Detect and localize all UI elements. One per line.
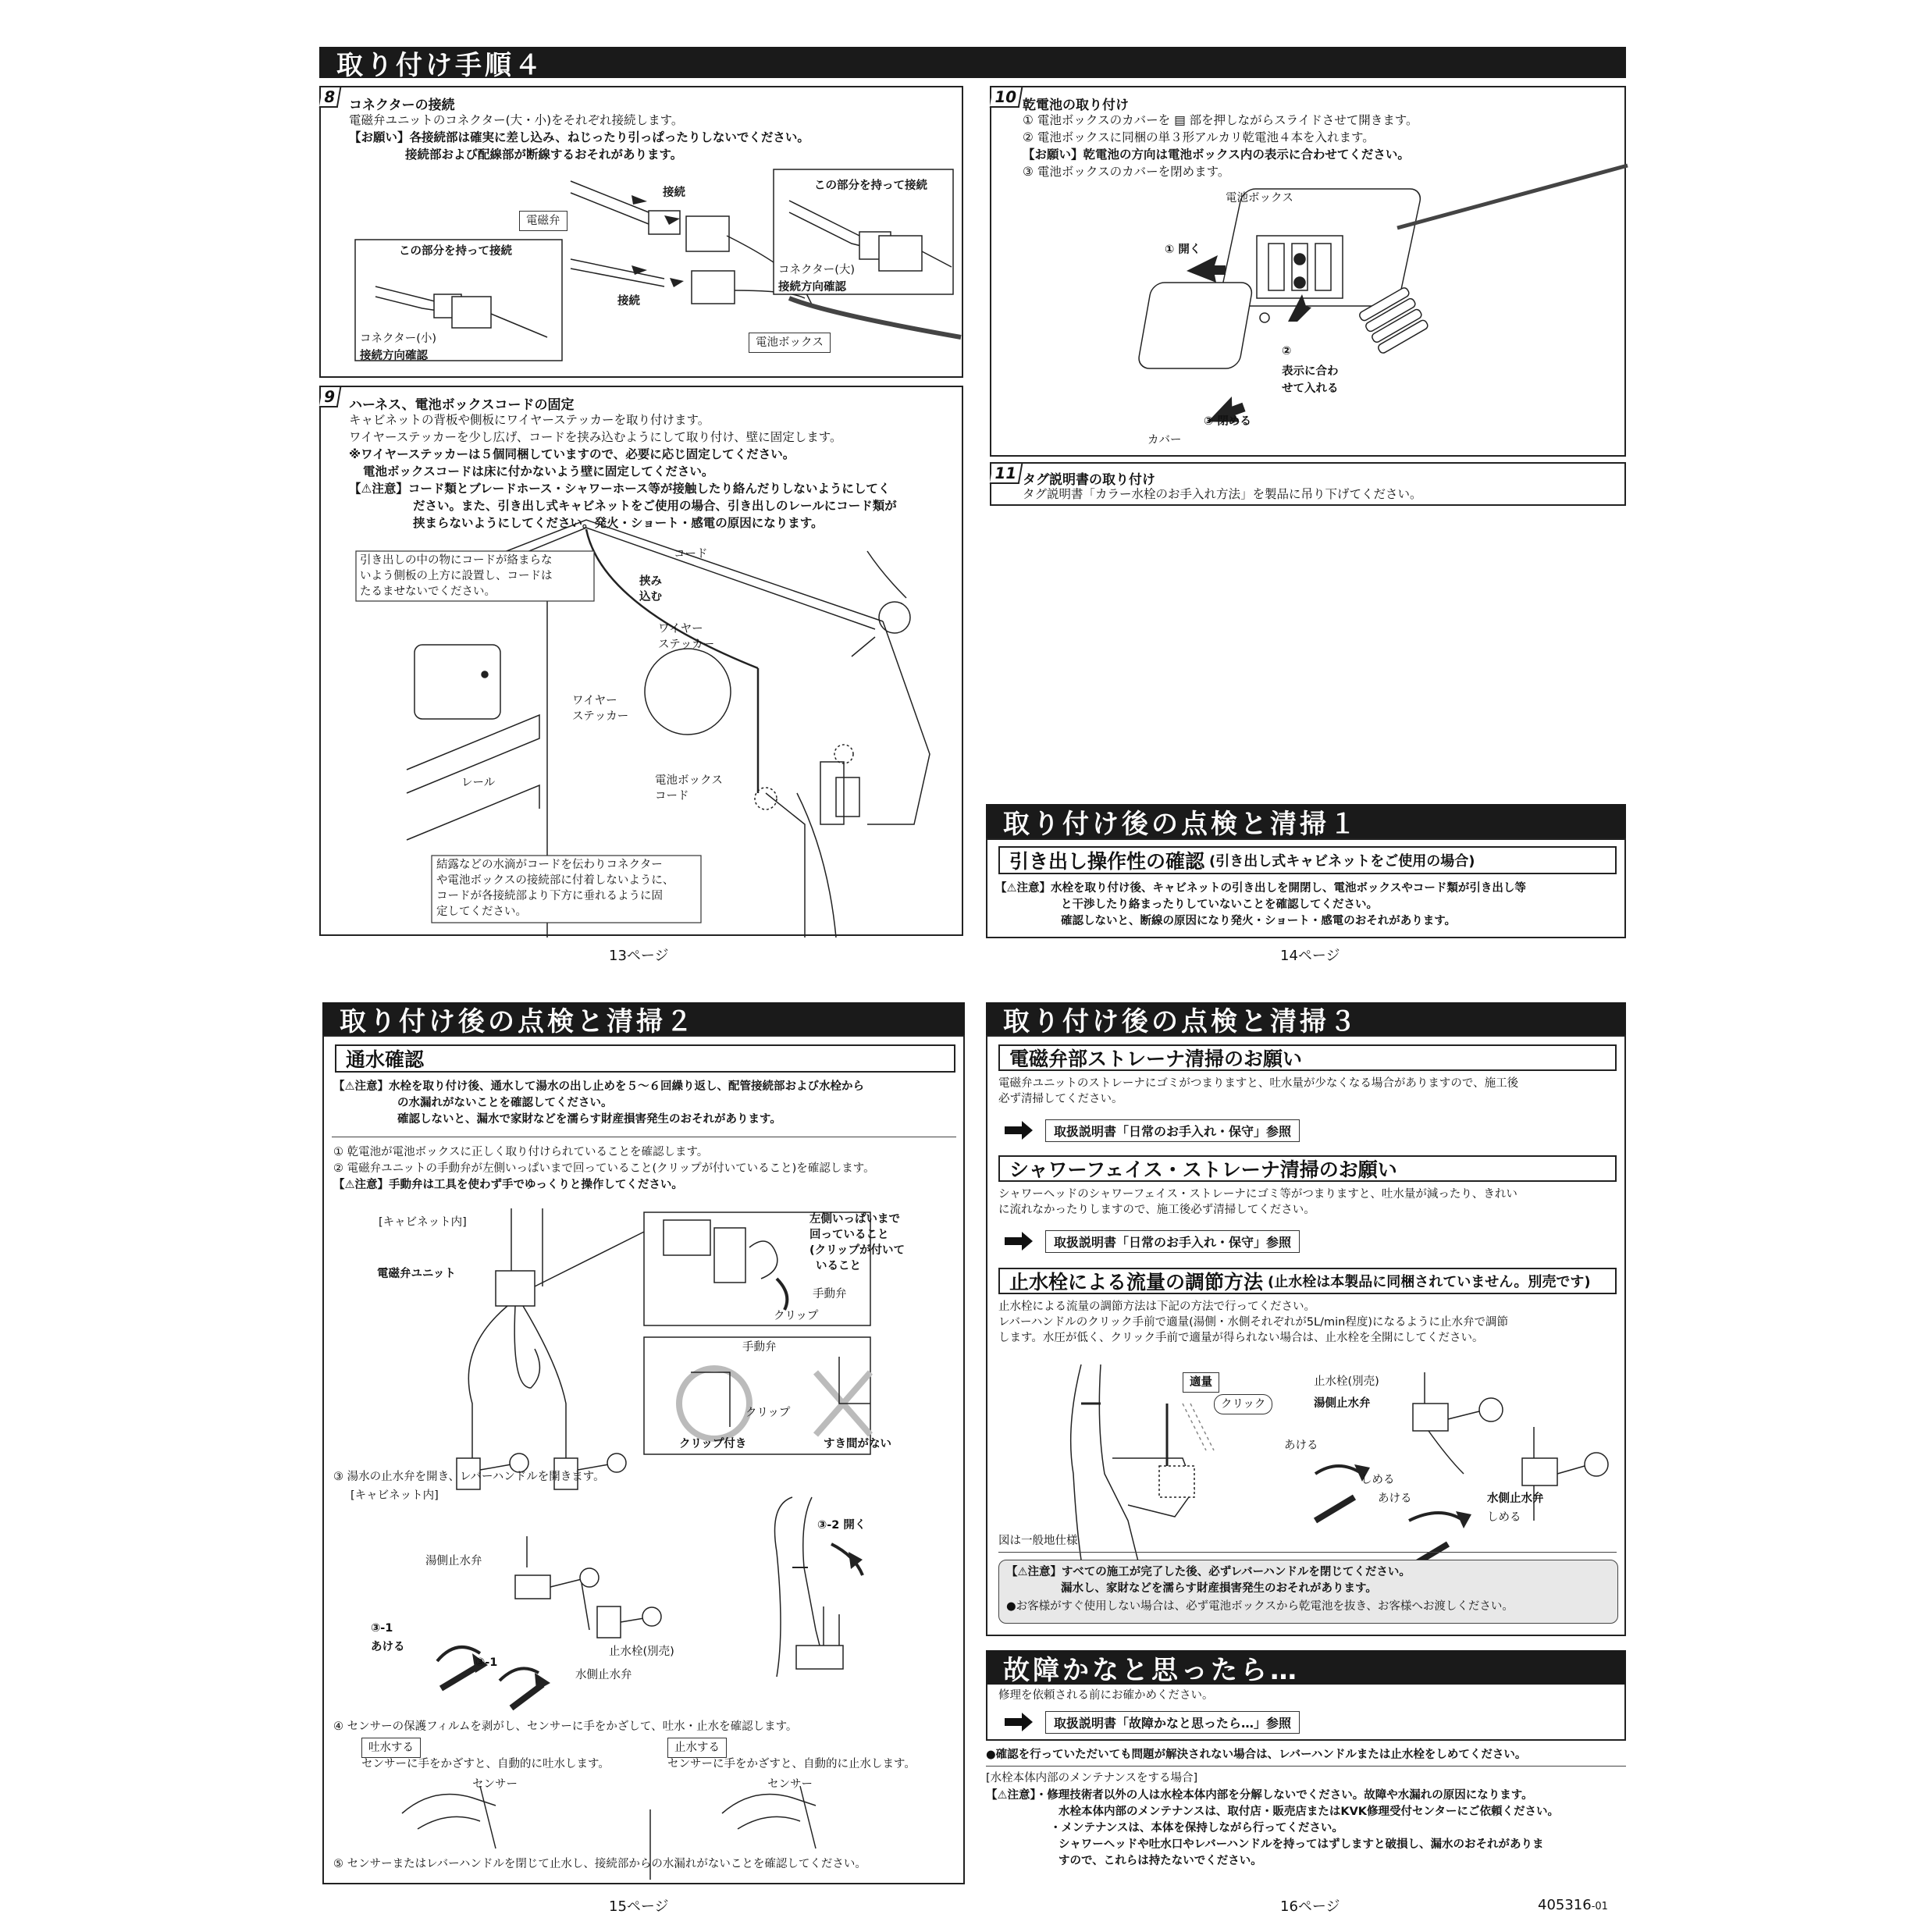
section-header-check3: 取り付け後の点検と清掃３	[986, 1002, 1626, 1035]
step10-title: 乾電池の取り付け	[1023, 98, 1129, 113]
arrow-right-icon	[1005, 1713, 1033, 1731]
step8-big-label: コネクター(大)	[778, 264, 856, 276]
check3-click-label: クリック	[1214, 1394, 1272, 1414]
step8-battery-label: 電池ボックス	[749, 333, 831, 353]
check3-p2b: に流れなかったりしますので、施工後必ず清掃してください。	[998, 1204, 1315, 1216]
check3-close-a-label: しめる	[1361, 1474, 1395, 1486]
step10-panel	[990, 86, 1626, 457]
check2-caution-1: 【⚠注意】水栓を取り付け後、通水して湯水の出し止めを５～６回繰り返し、配管接続部および水栓から	[333, 1080, 864, 1093]
step8-number: 8	[319, 87, 342, 108]
check2-caution-2: の水漏れがないことを確認してください。	[397, 1097, 613, 1109]
step9-sticker-label-3: ワイヤー	[572, 695, 617, 707]
step9-note-top-3: たるませないでください。	[360, 585, 496, 598]
step8-small-dir-label: 接続方向確認	[360, 350, 428, 362]
step9-battery-cord-label-2: コード	[655, 790, 689, 802]
check3-flow-diagram	[987, 1037, 1628, 1638]
check2-sensor-label-2: センサー	[767, 1778, 813, 1791]
page-number-14: 14ページ	[1280, 948, 1340, 964]
check2-step4: ④ センサーの保護フィルムを剥がし、センサーに手をかざして、吐水・止水を確認します。	[333, 1720, 798, 1733]
check2-left-label-2: 回っていること	[809, 1229, 889, 1241]
check3-ref1: 取扱説明書「日常のお手入れ・保守」参照	[1045, 1119, 1300, 1142]
section-header-install4: 取り付け手順４	[319, 47, 1626, 78]
check2-open31-label-b: あける	[371, 1641, 405, 1653]
check3-p1a: 電磁弁ユニットのストレーナにゴミがつまりますと、吐水量が少なくなる場合がありますので、施工後	[998, 1077, 1519, 1090]
step10-match-label-1: ②	[1282, 345, 1292, 358]
step9-pinch-label-1: 挟み	[639, 575, 662, 588]
step9-line1: キャビネットの背板や側板にワイヤーステッカーを取り付けます。	[349, 413, 710, 427]
check1-subtitle-box	[998, 846, 1617, 874]
check2-stopcock-label: 止水栓(別売)	[609, 1646, 674, 1658]
trouble-divider	[986, 1766, 1626, 1767]
check3-p1b: 必ず清掃してください。	[998, 1093, 1123, 1105]
check3-sub2: シャワーフェイス・ストレーナ清掃のお願い	[1009, 1158, 1397, 1181]
check2-discharge-text: センサーに手をかざすと、自動的に吐水します。	[361, 1758, 610, 1770]
check1-caution-1: 【⚠注意】水栓を取り付け後、キャビネットの引き出しを開閉し、電池ボックスやコード類が引き出し等	[995, 882, 1526, 895]
check3-p3b: レバーハンドルのクリック手前で適量(湯側・水側それぞれが5L/min程度)になるように止水弁で調節	[998, 1316, 1509, 1329]
check3-p2a: シャワーヘッドのシャワーフェイス・ストレーナにゴミ等がつまりますと、吐水量が減ったり、きれい	[998, 1188, 1517, 1201]
step8-valve-label: 電磁弁	[519, 211, 568, 231]
check2-open31-label-a: ③-1	[371, 1622, 393, 1635]
step9-note-bottom-4: 定してください。	[436, 906, 527, 918]
trouble-maint-title: [水栓本体内部のメンテナンスをする場合]	[986, 1772, 1198, 1784]
step9-note-top-2: いよう側板の上方に設置し、コードは	[360, 570, 553, 582]
check2-step2-caution: 【⚠注意】手動弁は工具を使わず手でゆっくりと操作してください。	[333, 1179, 683, 1191]
check2-clip-label-1: クリップ	[774, 1310, 819, 1322]
step9-rail-label: レール	[461, 777, 496, 789]
step10-number: 10	[990, 87, 1023, 108]
page-number-15: 15ページ	[609, 1898, 669, 1915]
check1-caution-2: と干渉したり絡まったりしていないことを確認してください。	[1061, 898, 1378, 911]
step8-line3: 接続部および配線部が断線するおそれがあります。	[405, 148, 683, 162]
check2-discharge-tag: 吐水する	[361, 1738, 421, 1758]
check2-step1: ① 乾電池が電池ボックスに正しく取り付けられていることを確認します。	[333, 1146, 709, 1158]
step9-cord-label: コード	[674, 548, 708, 560]
check2-subtitle: 通水確認	[346, 1048, 425, 1071]
check2-hot-valve-label: 湯側止水弁	[425, 1555, 482, 1567]
step10-battery-diagram	[991, 87, 1628, 458]
step8-connect2-label: 接続	[617, 295, 640, 308]
check2-with-clip-label: クリップ付き	[679, 1438, 747, 1450]
step9-caution3: 挟まらないようにしてください。発火・ショート・感電の原因になります。	[413, 516, 824, 530]
check3-open-a-label: あける	[1284, 1439, 1318, 1452]
check3-fig-divider	[998, 1552, 1617, 1553]
step8-hold-big-label: この部分を持って接続	[814, 180, 927, 192]
check2-open31-label-c: ③-1	[475, 1656, 498, 1669]
step9-number: 9	[319, 387, 342, 407]
step8-line1: 電磁弁ユニットのコネクター(大・小)をそれぞれ接続します。	[349, 113, 684, 127]
step9-battery-cord-label-1: 電池ボックス	[655, 774, 723, 787]
page-number-16: 16ページ	[1280, 1898, 1340, 1915]
check3-proper-label: 適量	[1183, 1372, 1219, 1393]
check2-stop-tag: 止水する	[667, 1738, 727, 1758]
step9-pinch-label-2: 込む	[639, 591, 662, 603]
check2-step5: ⑤ センサーまたはレバーハンドルを閉じて止水し、接続部からの水漏れがないことを確認してください。	[333, 1858, 866, 1870]
step10-match-label-2: 表示に合わ	[1282, 365, 1339, 378]
step11-title: タグ説明書の取り付け	[1023, 472, 1155, 488]
doc-code-number: 405316	[1538, 1897, 1592, 1913]
check2-water-valve-label: 水側止水弁	[575, 1669, 632, 1681]
step9-caution2: ださい。また、引き出し式キャビネットをご使用の場合、引き出しのレールにコード類が	[413, 499, 897, 513]
check2-step3: ③ 湯水の止水弁を開き、レバーハンドルを開きます。	[333, 1471, 605, 1483]
trouble-p2: ●確認を行っていただいても問題が解決されない場合は、レバーハンドルまたは止水栓をしめてください。	[986, 1749, 1527, 1761]
step9-line3: ※ワイヤーステッカーは５個同梱していますので、必要に応じ固定してください。	[349, 447, 795, 461]
step9-note-top-1: 引き出しの中の物にコードが絡まらな	[360, 554, 553, 567]
step9-sticker-label-1: ワイヤー	[658, 623, 703, 635]
trouble-m1: 【⚠注意】・修理技術者以外の人は水栓本体内部を分解しないでください。故障や水漏れの原因になります。	[986, 1789, 1533, 1802]
check3-caution-3: ●お客様がすぐ使用しない場合は、必ず電池ボックスから乾電池を抜き、お客様へお渡しください。	[1006, 1600, 1514, 1613]
check1-subtitle: 引き出し操作性の確認	[1009, 850, 1205, 873]
step10-cover-label: カバー	[1147, 434, 1182, 447]
check3-close-b-label: しめる	[1487, 1511, 1521, 1524]
check2-caution-3: 確認しないと、漏水で家財などを濡らす財産損害発生のおそれがあります。	[397, 1113, 781, 1126]
step9-sticker-label-4: ステッカー	[572, 710, 629, 723]
check2-manual-valve-label-1: 手動弁	[813, 1288, 847, 1300]
check2-cabinet-label-2: [キャビネット内]	[350, 1489, 439, 1502]
step8-connect1-label: 接続	[663, 187, 685, 199]
trouble-m5: すので、これらは持たないでください。	[1059, 1855, 1262, 1867]
step9-note-bottom-1: 結露などの水滴がコードを伝わりコネクター	[436, 859, 663, 871]
check3-caution-1: 【⚠注意】すべての施工が完了した後、必ずレバーハンドルを閉じてください。	[1006, 1566, 1411, 1578]
page-number-13: 13ページ	[609, 948, 669, 964]
check2-valve-unit-label: 電磁弁ユニット	[377, 1268, 456, 1280]
check3-p3c: します。水圧が低く、クリック手前で適量が得られない場合は、止水栓を全開にしてください。	[998, 1332, 1484, 1344]
step9-line4: 電池ボックスコードは床に付かないよう壁に固定してください。	[363, 464, 714, 479]
trouble-m4: シャワーヘッドや吐水口やレバーハンドルを持ってはずしますと破損し、漏水のおそれがありま	[1059, 1838, 1544, 1851]
check3-sub3: 止水栓による流量の調節方法	[1009, 1271, 1264, 1293]
step11-number: 11	[990, 464, 1023, 484]
trouble-m2: 水栓本体内部のメンテナンスは、取付店・販売店またはKVK修理受付センターにご依頼ください。	[1059, 1806, 1559, 1818]
doc-code-rev: -01	[1591, 1901, 1608, 1912]
step10-line1: ① 電池ボックスのカバーを ▤ 部を押しながらスライドさせて開きます。	[1023, 113, 1418, 127]
step10-match-label-3: せて入れる	[1282, 382, 1339, 395]
check3-hot-valve-label: 湯側止水弁	[1314, 1397, 1371, 1410]
check1-subtitle-note: (引き出し式キャビネットをご使用の場合)	[1209, 853, 1475, 870]
check3-sub3-note: (止水栓は本製品に同梱されていません。別売です)	[1268, 1274, 1591, 1290]
check3-stopcock-label: 止水栓(別売)	[1314, 1375, 1379, 1388]
doc-code	[1538, 1897, 1608, 1913]
check1-panel	[986, 838, 1626, 938]
step9-note-bottom-2: や電池ボックスの接続部に付着しないように、	[436, 874, 674, 887]
section-header-check2: 取り付け後の点検と清掃２	[322, 1002, 965, 1035]
step11-line1: タグ説明書「カラー水栓のお手入れ方法」を製品に吊り下げてください。	[1023, 487, 1422, 501]
trouble-panel	[986, 1685, 1626, 1741]
step10-open-label: ① 開く	[1165, 244, 1201, 256]
trouble-p1: 修理を依頼される前にお確かめください。	[998, 1689, 1214, 1702]
check3-caution-2: 漏水し、家財などを濡らす財産損害発生のおそれがあります。	[1061, 1582, 1377, 1595]
check3-p3a: 止水栓による流量の調節方法は下記の方法で行ってください。	[998, 1300, 1315, 1313]
check3-ref2: 取扱説明書「日常のお手入れ・保守」参照	[1045, 1230, 1300, 1253]
check2-left-label-4: いること	[816, 1260, 861, 1272]
step9-note-bottom-3: コードが各接続部より下方に垂れるように固	[436, 890, 663, 902]
step9-sticker-label-2: ステッカー	[658, 639, 715, 651]
step10-close-label: ③ 閉める	[1204, 415, 1251, 428]
step10-line4: ③ 電池ボックスのカバーを閉めます。	[1023, 165, 1230, 179]
step9-line2: ワイヤーステッカーを少し広げ、コードを挟み込むようにして取り付け、壁に固定します。	[349, 430, 842, 444]
check2-step2: ② 電磁弁ユニットの手動弁が左側いっぱいまで回っていること(クリップが付いていること)を確認します。	[333, 1162, 875, 1175]
check2-sensor-label-1: センサー	[472, 1778, 518, 1791]
step8-big-dir-label: 接続方向確認	[778, 281, 846, 294]
step8-panel	[319, 86, 963, 378]
step8-small-label: コネクター(小)	[360, 333, 437, 345]
step10-line3: 【お願い】乾電池の方向は電池ボックス内の表示に合わせてください。	[1023, 148, 1410, 162]
check1-caution-3: 確認しないと、断線の原因になり発火・ショート・感電のおそれがあります。	[1061, 915, 1457, 927]
section-header-check1: 取り付け後の点検と清掃１	[986, 804, 1626, 838]
step9-title: ハーネス、電池ボックスコードの固定	[349, 397, 575, 413]
trouble-m3: ・メンテナンスは、本体を保持しながら行ってください。	[1050, 1822, 1343, 1834]
check3-water-valve-label: 水側止水弁	[1487, 1493, 1544, 1505]
check3-fig-note: 図は一般地仕様	[998, 1535, 1078, 1547]
check2-no-gap-label: すき間がない	[824, 1438, 891, 1450]
check2-left-label-3: (クリップが付いて	[809, 1244, 906, 1257]
section-header-trouble: 故障かなと思ったら…	[986, 1650, 1626, 1685]
check3-sub1: 電磁弁部ストレーナ清掃のお願い	[1009, 1048, 1303, 1070]
step8-line2: 【お願い】各接続部は確実に差し込み、ねじったり引っぱったりしないでください。	[349, 130, 809, 144]
check2-left-label-1: 左側いっぱいまで	[809, 1213, 900, 1226]
step11-panel	[990, 462, 1626, 506]
trouble-ref: 取扱説明書「故障かなと思ったら…」参照	[1045, 1711, 1300, 1734]
step9-cabinet-diagram	[321, 387, 965, 938]
check3-open-b-label: あける	[1378, 1493, 1412, 1505]
check2-open32-label: ③-2 開く	[817, 1519, 866, 1532]
check2-clip-label-2: クリップ	[745, 1407, 791, 1419]
check2-panel	[322, 1035, 965, 1884]
step10-line2: ② 電池ボックスに同梱の単３形アルカリ乾電池４本を入れます。	[1023, 130, 1375, 144]
check3-panel	[986, 1035, 1626, 1636]
step8-title: コネクターの接続	[349, 98, 455, 113]
check2-stop-text: センサーに手をかざすと、自動的に止水します。	[667, 1758, 916, 1770]
check2-manual-valve-label-2: 手動弁	[742, 1341, 777, 1354]
check2-cabinet-label-1: [キャビネット内]	[379, 1216, 467, 1229]
step9-caution1: 【⚠注意】コード類とブレードホース・シャワーホース等が接触したり絡んだりしないようにしてく	[349, 482, 891, 496]
step8-hold-small-label: この部分を持って接続	[399, 245, 512, 258]
step9-panel	[319, 386, 963, 936]
step10-battery-box-label: 電池ボックス	[1226, 192, 1293, 205]
